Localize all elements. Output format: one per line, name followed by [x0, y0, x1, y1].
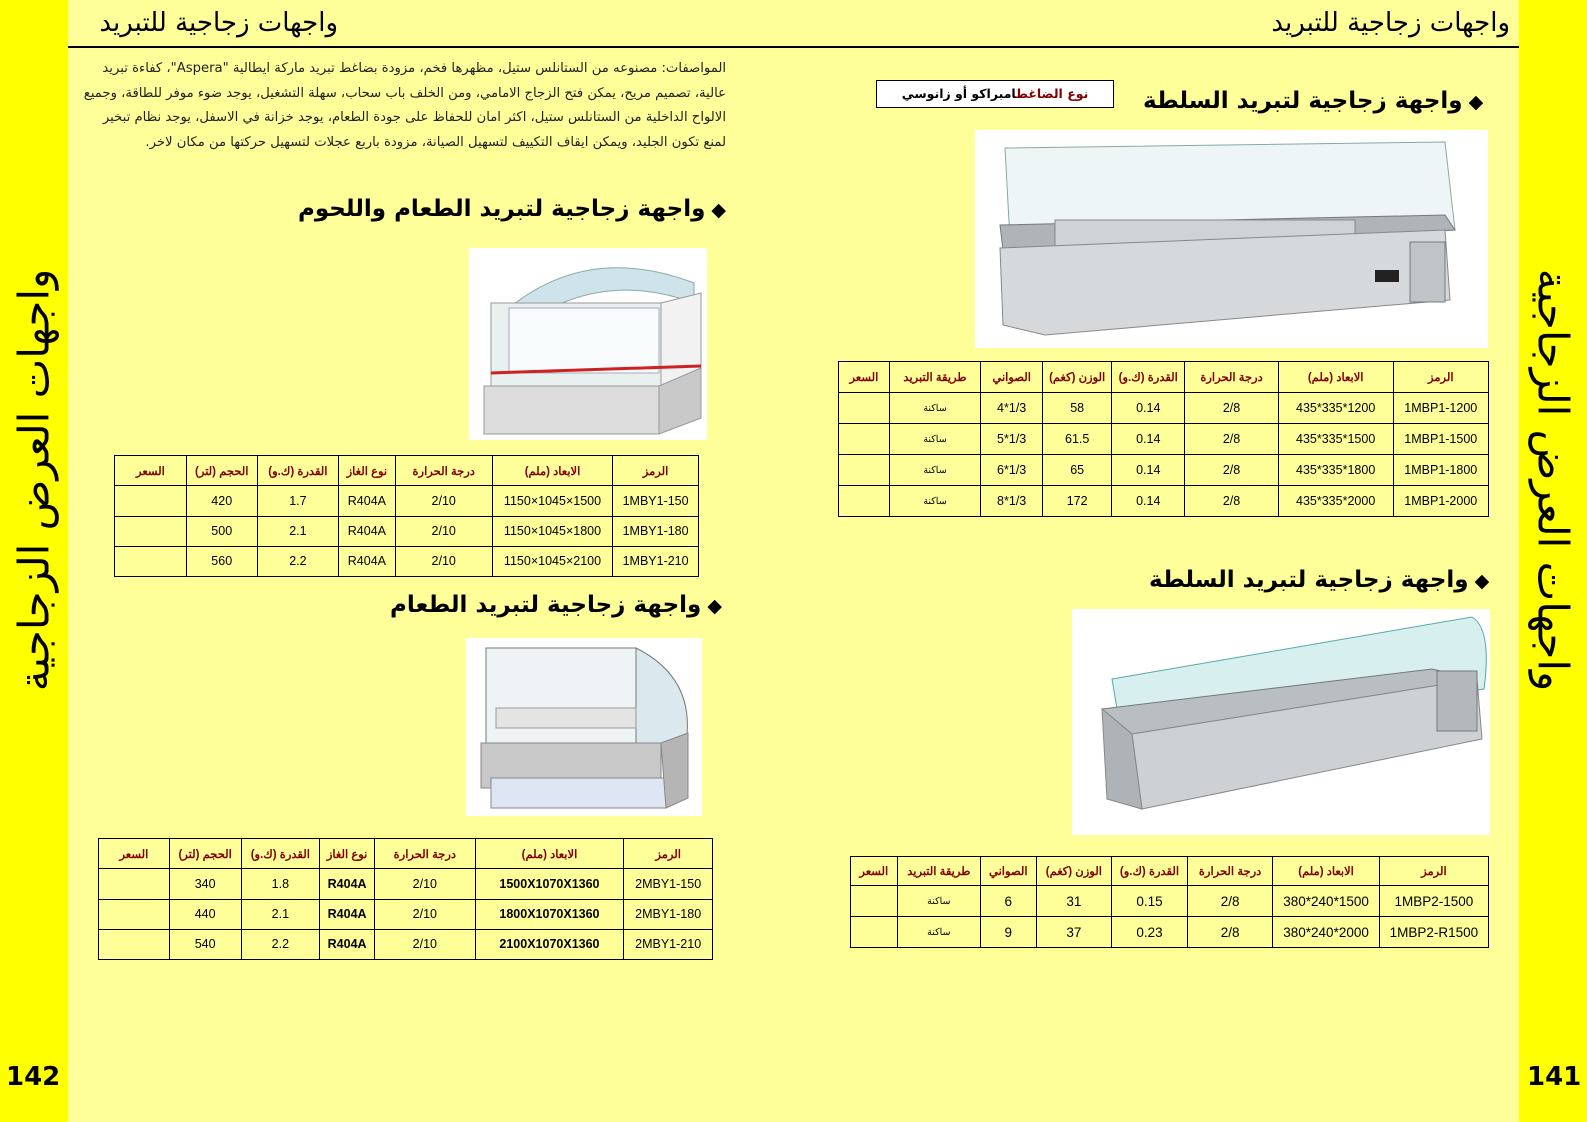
- th-trays: الصواني: [981, 362, 1043, 393]
- cell: 2/10: [395, 546, 492, 576]
- th-price: السعر: [99, 839, 170, 869]
- meat-display-image: [469, 248, 707, 440]
- table-row: [99, 869, 713, 899]
- cell: 58: [1043, 393, 1112, 424]
- right-page-number: 141: [1527, 1062, 1582, 1092]
- th-weight: الوزن (كغم): [1036, 857, 1112, 886]
- diamond-bullet-icon: ◆: [707, 595, 722, 617]
- cell: 0.14: [1112, 424, 1185, 455]
- food-display-image: [466, 638, 702, 816]
- cell: [851, 886, 898, 917]
- cell: R404A: [339, 516, 395, 546]
- cell: 500: [186, 516, 257, 546]
- table-row: [839, 486, 1489, 517]
- th-cooling: طريقة التبريد: [897, 857, 980, 886]
- cell: [115, 516, 187, 546]
- cell: 2/8: [1185, 455, 1278, 486]
- cell: [99, 899, 170, 929]
- th-temp: درجة الحرارة: [375, 839, 476, 869]
- left-section1-title: ◆واجهة زجاجية لتبريد الطعام واللحوم: [298, 196, 727, 222]
- th-code: الرمز: [624, 839, 713, 869]
- cell: 1MBP1-1800: [1393, 455, 1488, 486]
- cell: 2/8: [1185, 486, 1278, 517]
- th-price: السعر: [115, 456, 187, 486]
- cell: 1MBP1-1200: [1393, 393, 1488, 424]
- table-row: [851, 886, 1489, 917]
- cell: 2000*240*380: [1273, 917, 1379, 948]
- header-rule: [68, 46, 1519, 48]
- cell: 1MBY1-150: [613, 486, 699, 516]
- th-gas: نوع الغاز: [339, 456, 395, 486]
- table-row: [115, 516, 699, 546]
- salad-display-image-2: [1072, 609, 1490, 835]
- cell: 2/8: [1185, 424, 1278, 455]
- compressor-type-badge: [876, 80, 1114, 108]
- th-dims: الابعاد (ملم): [492, 456, 612, 486]
- table-row: [839, 424, 1489, 455]
- cell: 1MBP1-1500: [1393, 424, 1488, 455]
- cell: 420: [186, 486, 257, 516]
- cell: 2.2: [257, 546, 339, 576]
- cell: 2/10: [375, 929, 476, 959]
- cell: 65: [1043, 455, 1112, 486]
- cell: 1/3*6: [981, 455, 1043, 486]
- th-cooling: طريقة التبريد: [889, 362, 980, 393]
- left-page-header: واجهات زجاجية للتبريد: [99, 8, 338, 38]
- cell: 37: [1036, 917, 1112, 948]
- left-page-number: 142: [6, 1062, 61, 1092]
- right-vertical-title: واجهات العرض الزجاجية: [1528, 268, 1578, 692]
- th-power: القدرة (ك.و): [1112, 362, 1185, 393]
- cell: ساكنة: [889, 455, 980, 486]
- cell: 1500×1045×1150: [492, 486, 612, 516]
- cell: 2.2: [241, 929, 320, 959]
- cell: 172: [1043, 486, 1112, 517]
- cell: 1/3*8: [981, 486, 1043, 517]
- cell: R404A: [339, 486, 395, 516]
- cell: 0.15: [1112, 886, 1188, 917]
- right-section1-title: ◆واجهة زجاجية لتبريد السلطة: [1143, 88, 1484, 114]
- th-price: السعر: [839, 362, 890, 393]
- table-row: [115, 546, 699, 576]
- cell: [839, 393, 890, 424]
- cell: 1MBY1-180: [613, 516, 699, 546]
- th-temp: درجة الحرارة: [1185, 362, 1278, 393]
- cell: R404A: [320, 929, 375, 959]
- th-code: الرمز: [1379, 857, 1488, 886]
- th-code: الرمز: [1393, 362, 1488, 393]
- cell: [115, 486, 187, 516]
- cell: 340: [169, 869, 241, 899]
- cell: 1800*335*435: [1278, 455, 1393, 486]
- cell: [115, 546, 187, 576]
- cell: 2/10: [375, 869, 476, 899]
- cell: 2MBY1-150: [624, 869, 713, 899]
- right-table2: [850, 856, 1489, 948]
- table-row: [115, 486, 699, 516]
- cell: 1MBP2-1500: [1379, 886, 1488, 917]
- right-page-header: واجهات زجاجية للتبريد: [1271, 8, 1510, 38]
- cell: 1/3*5: [981, 424, 1043, 455]
- cell: ساكنة: [889, 393, 980, 424]
- cell: 1MBP2-R1500: [1379, 917, 1488, 948]
- cell: 2100X1070X1360: [475, 929, 624, 959]
- cell: 1MBY1-210: [613, 546, 699, 576]
- right-section2-title: ◆واجهة زجاجية لتبريد السلطة: [1149, 567, 1490, 593]
- th-dims: الابعاد (ملم): [475, 839, 624, 869]
- cell: 0.14: [1112, 486, 1185, 517]
- left-table2: [98, 838, 713, 960]
- th-power: القدرة (ك.و): [257, 456, 339, 486]
- cell: 560: [186, 546, 257, 576]
- cell: 31: [1036, 886, 1112, 917]
- th-volume: الحجم (لتر): [186, 456, 257, 486]
- th-dims: الابعاد (ملم): [1273, 857, 1379, 886]
- diamond-bullet-icon: ◆: [1474, 570, 1490, 592]
- cell: 2MBY1-210: [624, 929, 713, 959]
- right-table1: [838, 361, 1489, 517]
- cell: R404A: [320, 869, 375, 899]
- cell: [99, 929, 170, 959]
- cell: [839, 455, 890, 486]
- cell: ساكنة: [897, 917, 980, 948]
- cell: 2/10: [395, 516, 492, 546]
- cell: [99, 869, 170, 899]
- cell: 61.5: [1043, 424, 1112, 455]
- cell: 9: [981, 917, 1037, 948]
- cell: 2.1: [241, 899, 320, 929]
- cell: 1500*240*380: [1273, 886, 1379, 917]
- th-power: القدرة (ك.و): [1112, 857, 1188, 886]
- cell: 1500X1070X1360: [475, 869, 624, 899]
- cell: 2.1: [257, 516, 339, 546]
- cell: 1.7: [257, 486, 339, 516]
- th-dims: الابعاد (ملم): [1278, 362, 1393, 393]
- cell: R404A: [339, 546, 395, 576]
- th-temp: درجة الحرارة: [395, 456, 492, 486]
- th-power: القدرة (ك.و): [241, 839, 320, 869]
- table-row: [839, 393, 1489, 424]
- cell: 2/10: [375, 899, 476, 929]
- th-gas: نوع الغاز: [320, 839, 375, 869]
- cell: 1200*335*435: [1278, 393, 1393, 424]
- table-row: [839, 455, 1489, 486]
- cell: ساكنة: [897, 886, 980, 917]
- cell: 2/8: [1185, 393, 1278, 424]
- cell: 440: [169, 899, 241, 929]
- cell: [851, 917, 898, 948]
- cell: 1.8: [241, 869, 320, 899]
- cell: 2000*335*435: [1278, 486, 1393, 517]
- table-row: [99, 899, 713, 929]
- cell: 1800×1045×1150: [492, 516, 612, 546]
- cell: ساكنة: [889, 486, 980, 517]
- th-trays: الصواني: [981, 857, 1037, 886]
- cell: 0.14: [1112, 455, 1185, 486]
- cell: 540: [169, 929, 241, 959]
- cell: 0.14: [1112, 393, 1185, 424]
- th-volume: الحجم (لتر): [169, 839, 241, 869]
- cell: R404A: [320, 899, 375, 929]
- table-row: [851, 917, 1489, 948]
- diamond-bullet-icon: ◆: [1468, 91, 1484, 113]
- cell: [839, 486, 890, 517]
- left-vertical-title: واجهات العرض الزجاجية: [9, 268, 59, 692]
- salad-display-image: [975, 130, 1488, 348]
- cell: 6: [981, 886, 1037, 917]
- cell: 2MBY1-180: [624, 899, 713, 929]
- th-code: الرمز: [613, 456, 699, 486]
- left-table1: [114, 455, 699, 577]
- diamond-bullet-icon: ◆: [711, 199, 727, 221]
- th-temp: درجة الحرارة: [1187, 857, 1273, 886]
- th-price: السعر: [851, 857, 898, 886]
- table-row: [99, 929, 713, 959]
- left-section2-title: ◆واجهة زجاجية لتبريد الطعام: [390, 592, 722, 618]
- th-weight: الوزن (كغم): [1043, 362, 1112, 393]
- cell: 2/8: [1187, 917, 1273, 948]
- cell: 2/8: [1187, 886, 1273, 917]
- compressor-label: نوع الضاغط: [1016, 86, 1089, 101]
- cell: 0.23: [1112, 917, 1188, 948]
- cell: 1/3*4: [981, 393, 1043, 424]
- compressor-value: امبراكو أو زانوسي: [901, 86, 1017, 101]
- cell: 1800X1070X1360: [475, 899, 624, 929]
- specifications-paragraph: المواصفات: مصنوعه من الستانلس ستيل، مظهرها فخم، مزودة بضاغط تبريد ماركة ايطالية "Aspera"، كفاءة تبريد عالية، تصميم مريح، يمكن فتح الزجاج الامامي، ومن الخلف باب سحاب، سهلة التشغيل، يوجد ضوء موفر للطاقة، وجميع الالواح الداخلية من الستانلس ستيل، اكثر امان للحفاظ على جودة الطعام، يوجد خزانة في الاسفل، يوجد نظام تبخير لمنع تكون الجليد، ويمكن ايقاف التكييف لتسهيل الصيانة، مزودة باربع عجلات لتسهيل حركتها من مكان لاخر.: [83, 61, 726, 150]
- cell: 1MBP1-2000: [1393, 486, 1488, 517]
- cell: 1500*335*435: [1278, 424, 1393, 455]
- cell: 2/10: [395, 486, 492, 516]
- cell: 2100×1045×1150: [492, 546, 612, 576]
- cell: [839, 424, 890, 455]
- cell: ساكنة: [889, 424, 980, 455]
